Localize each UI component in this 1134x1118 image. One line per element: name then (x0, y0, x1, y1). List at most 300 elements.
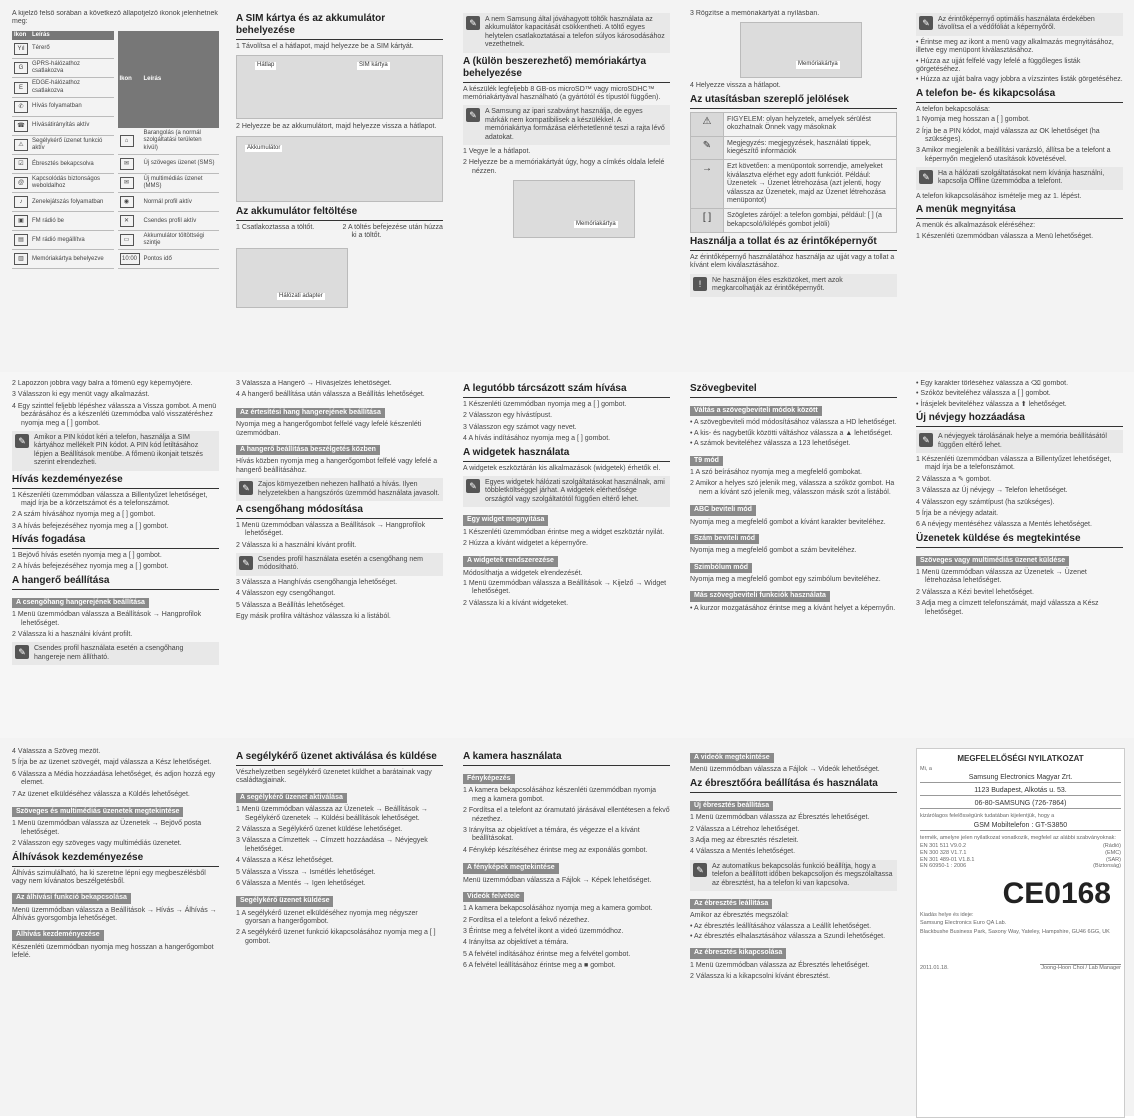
note-icon: ✎ (691, 136, 724, 160)
section-title: A segélykérő üzenet aktiválása és küldése (236, 751, 443, 766)
sub-title: Fényképezés (463, 774, 515, 784)
table-row (12, 250, 114, 269)
sub-title: A videók megtekintése (690, 753, 774, 763)
sub-title: Egy widget megnyitása (463, 515, 548, 525)
desc: Ezt követően: a menüpontok sorrendje, amelyeket kiválasztva elérhet egy adott funkciót. Például: Üzenetek → Üzenet létrehozása (azt jelenti, hogy válassza az Üzenetek, majd az Üzenet létrehozása menüpontot) (724, 160, 897, 209)
sub-title: ABC beviteli mód (690, 505, 756, 515)
desc: FIGYELEM: olyan helyzetek, amelyek sérülést okozhatnak Önnek vagy másoknak (724, 112, 897, 136)
step: 2 Válassza ki a kikapcsolni kívánt ébresztést. (690, 973, 831, 981)
note (463, 105, 670, 145)
table-row (12, 135, 114, 154)
step: 4 Fénykép készítéséhez érintse meg az exponálás gombot. (463, 846, 648, 854)
signature (1040, 940, 1121, 965)
step: 3 Válassza a Címzettek → Címzett hozzáadása → Névjegyek lehetőséget. (236, 837, 428, 853)
step: 6 A névjegy mentéséhez válassza a Mentés lehetőséget. (916, 521, 1092, 529)
paragraph: Hívás közben nyomja meg a hangerőgombot felfelé vagy lefelé a hangerő beállításához. (236, 458, 438, 474)
note-text: Az érintőképernyő optimális használata érdekében távolítsa el a védőfóliát a képernyőről. (938, 16, 1095, 32)
paragraph: kizárólagos felelősségünk tudatában kijelentjük, hogy a (920, 813, 1055, 820)
note-icon: ✎ (466, 479, 480, 493)
paragraph: Kiadás helye és ideje: (920, 911, 974, 918)
sub-title: A fényképek megtekintése (463, 863, 559, 873)
section-title: Az ébresztőóra beállítása és használata (690, 778, 897, 793)
desc: Ébresztés bekapcsolva (30, 155, 114, 174)
step: 3 Válasszon egy számot vagy nevet. (463, 423, 577, 431)
step: 1 Készenléti üzemmódban válassza a Billentyűzet lehetőséget, majd írja be a körzetszámot és a telefonszámot. (12, 491, 208, 507)
step: 2 Válassza a Segélykérő üzenet küldése lehetőséget. (236, 825, 403, 833)
step: 2 A szám hívásához nyomja meg a [ ] gombot. (12, 511, 156, 519)
step: 1 Menü üzemmódban válassza az Ébresztés lehetőséget. (690, 814, 870, 822)
step: 3 Válassza a Hangerő → Hívásjelzés lehetőséget. (236, 380, 392, 387)
back-cover-label: Hátlap (257, 62, 275, 69)
note-text: Az automatikus bekapcsolás funkció beállítja, hogy a telefon a beállított időben bekapcsoljon és megszólaltassa az ébresztést, ha a telefon ki van kapcsolva. (712, 862, 893, 887)
note-text: A Samsung az ipari szabványt használja, de egyes márkák nem kompatibilisek a készülékkel. A memóriakártya formázása elérhetetlenné teszi a rajta lévő adatokat. (485, 108, 665, 141)
desc: Új szöveges üzenet (SMS) (142, 154, 220, 173)
desc: Szögletes zárójel: a telefon gombjai, például: [ ] (a bekapcsoló/kilépés gombot jelöli) (724, 209, 897, 233)
card-insert-illustration (740, 22, 862, 78)
step: 1 Menü üzemmódban válassza az Üzenetek → Beállítások → Segélykérő üzenetek → Küldési beállítások lehetőséget. (236, 806, 428, 822)
desc: Megjegyzés: megjegyzések, használati tippek, kiegészítő információk (724, 136, 897, 160)
step: 2 Írja be a PIN kódot, majd válassza az OK lehetőséget (ha szükséges). (916, 127, 1100, 143)
memory-card-icon: ▥ (14, 253, 28, 265)
step: 2 Lapozzon jobbra vagy balra a főmenü egy képernyőjére. (12, 380, 193, 387)
desc: Barangolás (a normál szolgáltatási területen kívül) (142, 128, 220, 154)
step: 4 Válasszon egy számtípust (ha szükséges). (916, 498, 1055, 506)
panel-contacts-messages (916, 380, 1123, 732)
desc: GPRS-hálózathoz csatlakozva (30, 58, 114, 77)
section-title: Hívás kezdeményezése (12, 474, 219, 489)
step: 5 Írja be az üzenet szövegét, majd válassza a Kész lehetőséget. (12, 759, 212, 767)
sub-title: Az ébresztés kikapcsolása (690, 948, 786, 958)
table-row (118, 250, 220, 269)
icon-table-left (12, 31, 114, 270)
mms-icon: ✉ (120, 177, 134, 189)
note-icon: ✎ (693, 863, 707, 877)
secure-web-icon: @ (14, 177, 28, 189)
step: 1 Menü üzemmódban válassza az Üzenetek → Bejövő posta lehetőséget. (12, 820, 202, 836)
adapter-label: Hálózati adapter (279, 292, 323, 299)
call-icon: ✆ (14, 101, 28, 113)
step: 4 Válassza a Mentés lehetőséget. (690, 848, 796, 856)
note (236, 553, 443, 576)
step: 4 Egy szinttel feljebb lépéshez válassza a Vissza gombot. A menü bezárásához és a készenléti üzemmódba való visszatéréshez nyomja meg a [ ] gombot. (12, 402, 217, 427)
step: 3 Irányítsa az objektívet a témára, és végezze el a kívánt beállításokat. (463, 826, 640, 843)
sub-title: Szöveges vagy multimédiás üzenet küldése (916, 556, 1069, 566)
signer: Joong-Hoon Choi / Lab Manager (1041, 964, 1121, 971)
section-title: Szövegbevitel (690, 383, 897, 398)
table-row (691, 160, 897, 209)
desc: Normál profil aktív (142, 193, 220, 212)
bracket-icon: [ ] (691, 209, 724, 233)
panel-calls (12, 380, 219, 732)
section-title: A hangerő beállítása (12, 575, 219, 590)
section-title: Új névjegy hozzáadása (916, 412, 1123, 427)
radio-paused-icon: ▤ (14, 234, 28, 246)
bullet: • Érintse meg az ikont a menü vagy alkalmazás megnyitásához, illetve egy menüpont kiválasztásához. (916, 38, 1114, 55)
section-title: Az akkumulátor feltöltése (236, 206, 443, 221)
standard: EN 301 511 V9.0.2 (920, 843, 967, 850)
table-row (691, 112, 897, 136)
col-icon: Ikon (118, 31, 142, 128)
standard-type: (SAR) (1106, 856, 1121, 863)
section-title: A kamera használata (463, 751, 670, 766)
col-icon: Ikon (12, 31, 30, 40)
step: 4 Helyezze vissza a hátlapot. (690, 82, 781, 90)
paragraph: Nyomja meg a hangerőgombot felfelé vagy lefelé készenléti üzemmódban. (236, 421, 422, 437)
address-line: 1123 Budapest, Alkotás u. 53. (920, 787, 1121, 796)
standard-row (920, 850, 1121, 857)
sub-title: A segélykérő üzenet aktiválása (236, 793, 347, 803)
table-row (118, 212, 220, 231)
standard-row (920, 843, 1121, 850)
music-icon: ♪ (14, 196, 28, 208)
desc: Pontos idő (142, 250, 220, 269)
table-row (118, 173, 220, 192)
step: 6 Válassza a Mentés → Igen lehetőséget. (236, 879, 366, 887)
signature-row (920, 965, 1121, 972)
bullet: • A kis- és nagybetűk közötti váltáshoz válassza a ▲ lehetőséget. (690, 429, 893, 437)
sub-title: Álhívás kezdeményezése (12, 930, 104, 940)
step: 2 A segélykérő üzenet funkció kikapcsolásához nyomja meg a [ ] gombot. (236, 929, 436, 945)
paragraph: Nyomja meg a megfelelő gombot egy szimbólum beviteléhez. (690, 576, 881, 584)
section-title: Álhívások kezdeményezése (12, 852, 219, 867)
panel-sim-battery (236, 10, 443, 365)
bullet: • Az ébresztés elhalasztásához válassza a Szundi lehetőséget. (690, 933, 886, 941)
table-row (12, 174, 114, 193)
sub-title: T9 mód (690, 456, 723, 466)
warning-icon: ! (693, 277, 707, 291)
step: 3 Adja meg az ébresztés részleteit. (690, 836, 799, 844)
step: 1 Menü üzemmódban válassza az Üzenetek → Üzenet létrehozása lehetőséget. (916, 569, 1087, 585)
sub-title: Szöveges és multimédiás üzenetek megtekintése (12, 807, 183, 817)
battery-icon: ▭ (120, 234, 134, 246)
step: 3 Válassza az Új névjegy → Telefon lehetőséget. (916, 487, 1068, 495)
section-title: Használja a tollat és az érintőképernyőt (690, 236, 897, 251)
table-row (12, 193, 114, 212)
note-icon: ✎ (919, 170, 933, 184)
table-row (12, 97, 114, 116)
step: 1 Nyomja meg hosszan a [ ] gombot. (916, 116, 1030, 124)
paragraph: Módosíthatja a widgetek elrendezését. (463, 569, 583, 577)
step: 5 Válassza a Beállítás lehetőséget. (236, 601, 345, 609)
normal-profile-icon: ◉ (120, 196, 134, 208)
product-line: GSM Mobiltelefon : GT-S3850 (920, 822, 1121, 831)
panel-status-icons (12, 10, 219, 365)
table-row (12, 212, 114, 231)
step: 1 Menü üzemmódban válassza az Ébresztés lehetőséget. (690, 961, 870, 969)
panel-fake-calls (12, 748, 219, 1110)
table-row (12, 40, 114, 59)
charger-illustration (236, 248, 348, 308)
note-icon: ✎ (466, 108, 480, 122)
desc: Memóriakártya behelyezve (30, 250, 114, 269)
note (916, 430, 1123, 453)
section-title: A telefon be- és kikapcsolása (916, 88, 1123, 103)
step: 2 Válasszon egy szöveges vagy multimédiás üzenetet. (12, 840, 182, 848)
bullet: • Az ébresztés leállításához válassza a Leállít lehetőséget. (690, 922, 872, 930)
standard-row (920, 857, 1121, 864)
paragraph: A készülék legfeljebb 8 GB-os microSD™ vagy microSDHC™ memóriakártyával használható (a gyártótól és típustól függően). (463, 85, 661, 101)
note (12, 431, 219, 471)
bullet: • Húzza az ujját balra vagy jobbra a vízszintes listák görgetéséhez. (916, 76, 1123, 84)
step: 1 A szó beírásához nyomja meg a megfelelő gombokat. (690, 468, 862, 476)
table-row (118, 128, 220, 154)
table-row (118, 193, 220, 212)
standard-type: (EMC) (1105, 849, 1121, 856)
sms-icon: ✉ (120, 158, 134, 170)
desc: Hívás folyamatban (30, 97, 114, 116)
step: 5 A felvétel indításához érintse meg a felvétel gombot. (463, 950, 631, 958)
date: 2011.01.18. (920, 964, 949, 971)
sub-title: A hangerő beállítása beszélgetés közben (236, 445, 380, 455)
bullet: • A kurzor mozgatásához érintse meg a kívánt helyet a képernyőn. (690, 604, 896, 612)
desc: EDGE-hálózathoz csatlakozva (30, 78, 114, 97)
battery-label: Akkumulátor (247, 144, 281, 151)
paragraph: A widgetek eszköztárán kis alkalmazások (widgetek) érhetők el. (463, 464, 661, 472)
panel-symbols (690, 10, 897, 365)
desc: Akkumulátor töltöttségi szintje (142, 231, 220, 250)
paragraph: Nyomja meg a megfelelő gombot a szám beviteléhez. (690, 547, 857, 555)
step: 2 Amikor a helyes szó jelenik meg, válassza a szóköz gombot. Ha nem a kívánt szó jelenik meg, válasszon másik szót a listából. (690, 480, 895, 496)
step: 2 Válassza ki a használni kívánt profilt. (236, 541, 357, 549)
note-text: Amikor a PIN kódot kéri a telefon, használja a SIM kártyához mellékelt PIN kódot. A PIN kód letiltásához lépjen a Beállítások menübe. A főmenü ikonjait tetszés szerint elrendezheti. (34, 433, 203, 467)
paragraph: Az érintőképernyő használatához használja az ujját vagy a tollat a kívánt elem kiválasztásához. (690, 254, 895, 270)
table-row (12, 116, 114, 135)
step: 1 Vegye le a hátlapot. (463, 147, 531, 155)
bullet: • Írásjelek beviteléhez válassza a ⬆ lehetőséget. (916, 400, 1067, 408)
step: 1 A segélykérő üzenet elküldéséhez nyomja meg négyszer gyorsan a hangerőgombot. (236, 909, 418, 926)
clock-icon: 10:00 (120, 253, 140, 265)
note-text: Csendes profil használata esetén a csengőhang hangereje nem állítható. (34, 645, 184, 661)
note-icon: ✎ (466, 16, 480, 30)
alarm-icon: ☑ (14, 158, 28, 170)
note (916, 13, 1123, 36)
step: 1 Készenléti üzemmódban válassza a Billentyűzet lehetőséget, majd írja be a telefonszámot. (916, 455, 1112, 472)
step: 2 A töltés befejezése után húzza ki a töltőt. (342, 223, 443, 240)
step: 2 Válassza a Létrehoz lehetőséget. (690, 825, 800, 833)
section-title: Üzenetek küldése és megtekintése (916, 533, 1123, 548)
sub-title: Új ébresztés beállítása (690, 801, 773, 811)
desc: Hívásátirányítás aktív (30, 116, 114, 135)
sub-title: A csengőhang hangerejének beállítása (12, 598, 149, 608)
paragraph: Amikor az ébresztés megszólal: (690, 912, 789, 920)
phone-line: 06-80-SAMSUNG (726-7864) (920, 800, 1121, 809)
note-text: A nem Samsung által jóváhagyott töltők használata az akkumulátor kapacitását csökkentheti. A töltő egyes helytelen csatlakoztatásai a telefon súlyos károsodásához vezethetnek. (485, 16, 665, 49)
note (690, 274, 897, 297)
step: 5 Válassza a Vissza → Ismétlés lehetőséget. (236, 868, 376, 876)
panel-sos (236, 748, 443, 1110)
step: 2 Helyezze be az akkumulátort, majd helyezze vissza a hátlapot. (236, 123, 437, 131)
section-title: A widgetek használata (463, 447, 670, 462)
note-text: Zajos környezetben nehezen hallható a hívás. Ilyen helyzetekben a hangszórós üzemmód használata javasolt. (258, 481, 440, 497)
step: 1 Készenléti üzemmódban nyomja meg a [ ] gombot. (463, 401, 627, 408)
sub-title: Szám beviteli mód (690, 534, 759, 544)
note (690, 860, 897, 891)
note-icon: ✎ (919, 433, 933, 447)
company-line: Samsung Electronics Magyar Zrt. (920, 774, 1121, 783)
standard: EN 60950-1 : 2006 (920, 863, 967, 870)
paragraph: Vészhelyzetben segélykérő üzenetet küldhet a barátainak vagy családtagjainak. (236, 769, 432, 785)
section-title: A legutóbb tárcsázott szám hívása (463, 383, 670, 398)
paragraph: A telefon bekapcsolása: (916, 105, 990, 113)
step: 4 Válasszon egy csengőhangot. (236, 590, 336, 598)
sub-title: Az értesítési hang hangerejének beállítása (236, 408, 385, 418)
table-row (691, 136, 897, 160)
step: 3 Érintse meg a felvétel ikont a videó üzemmódhoz. (463, 928, 624, 936)
forward-icon: ☎ (14, 120, 28, 132)
note (463, 476, 670, 507)
sos-icon: ⚠ (14, 139, 28, 151)
panel-widgets (463, 380, 670, 732)
sub-title: Segélykérő üzenet küldése (236, 896, 333, 906)
sub-title: A widgetek rendszerezése (463, 556, 558, 566)
section-title: A menük megnyitása (916, 204, 1123, 219)
edge-icon: E (14, 82, 28, 94)
paragraph: termék, amelyre jelen nyilatkozat vonatkozik, megfelel az alábbi szabványoknak: (920, 834, 1116, 841)
step: 6 Válassza a Média hozzáadása lehetőséget, és adjon hozzá egy elemet. (12, 770, 216, 787)
paragraph: Egy másik profilra váltáshoz válassza ki a listából. (236, 613, 391, 621)
panel-declaration (916, 748, 1125, 1118)
step: 1 A kamera bekapcsolásához nyomja meg a kamera gombot. (463, 905, 653, 913)
step: 2 Húzza a kívánt widgetet a képernyőre. (463, 539, 588, 547)
sub-title: Videók felvétele (463, 892, 524, 902)
note-icon: ✎ (239, 481, 253, 495)
bullet: • Szóköz beviteléhez válassza a [ ] gombot. (916, 390, 1051, 398)
step: 1 A kamera bekapcsolásához készenléti üzemmódban nyomja meg a kamera gombot. (463, 787, 656, 803)
step: 3 Válasszon ki egy menüt vagy alkalmazást. (12, 391, 150, 399)
sub-title: Más szövegbeviteli funkciók használata (690, 591, 830, 601)
paragraph: Álhívás szimulálható, ha ki szeretne lépni egy megbeszélésből vagy nem kívánatos beszélgetésből. (12, 869, 206, 885)
note-text: Csendes profil használata esetén a csengőhang nem módosítható. (258, 556, 423, 572)
col-desc: Leírás (142, 31, 220, 128)
note-icon: ✎ (239, 556, 253, 570)
step: 1 Készenléti üzemmódban válassza a Menü lehetőséget. (916, 232, 1094, 240)
silent-profile-icon: ✕ (120, 215, 134, 227)
step: 2 Helyezze be a memóriakártyát úgy, hogy a címkés oldala lefelé nézzen. (463, 159, 665, 175)
step: 2 A hívás befejezéséhez nyomja meg a [ ] gombot. (12, 563, 169, 571)
note-text: A névjegyek tárolásának helye a memória beállításától függően eltérő lehet. (938, 433, 1107, 449)
step: 2 Fordítsa el a telefont a fekvő nézethez. (463, 916, 590, 924)
panel-alarm (690, 748, 897, 1110)
desc: Térerő (30, 40, 114, 59)
step: 2 Válassza ki a kívánt widgeteket. (463, 599, 569, 607)
card-illustration (513, 180, 635, 238)
panel-text-input (690, 380, 897, 732)
step: 2 Válasszon egy hívástípust. (463, 412, 553, 420)
paragraph: Menü üzemmódban válassza a Fájlok → Képek lehetőséget. (463, 876, 652, 884)
ce-mark: CE0168 (1002, 876, 1111, 910)
step: 1 Menü üzemmódban válassza a Beállítások → Kijelző → Widget lehetőséget. (463, 580, 667, 596)
paragraph: Készenléti üzemmódban nyomja meg hosszan a hangerőgombot lefelé. (12, 943, 214, 960)
note (236, 478, 443, 501)
step: 3 Adja meg a címzett telefonszámát, majd válassza a Kész lehetőséget. (916, 600, 1099, 616)
sim-card-label: SIM kártya (359, 62, 388, 69)
paragraph: Nyomja meg a megfelelő gombot a kívánt karakter beviteléhez. (690, 518, 886, 526)
step: 1 Távolítsa el a hátlapot, majd helyezze be a SIM kártyát. (236, 43, 414, 50)
step: 2 Válassza ki a használni kívánt profilt. (12, 631, 133, 639)
standard-type: (Rádió) (1102, 843, 1121, 850)
sub-title: Szimbólum mód (690, 563, 752, 573)
panel-volume-ringtone (236, 380, 443, 732)
section-title: A (külön beszerezhető) memóriakártya behelyezése (463, 56, 670, 83)
step: 4 A hívás indításához nyomja meg a [ ] gombot. (463, 435, 611, 443)
arrow-right-icon: → (691, 160, 724, 209)
declaration-title: MEGFELELŐSÉGI NYILATKOZAT (957, 754, 1084, 763)
step: 7 Az üzenet elküldéséhez válassza a Küldés lehetőséget. (12, 790, 190, 798)
note-icon: ✎ (15, 434, 29, 448)
note-text: Ha a hálózati szolgáltatásokat nem kívánja használni, kapcsolja Offline üzemmódba a telefont. (938, 170, 1105, 186)
note-text: Ne használjon éles eszközöket, mert azok megkarcolhatják az érintőképernyőt. (712, 276, 843, 293)
step: 1 Menü üzemmódban válassza a Beállítások → Hangprofilok lehetőséget. (12, 611, 202, 627)
bullet: • A szövegbeviteli mód módosításához válassza a HD lehetőséget. (690, 419, 897, 427)
battery-illustration (236, 136, 443, 202)
section-title: A SIM kártya és az akkumulátor behelyezése (236, 13, 443, 40)
gprs-icon: G (14, 62, 28, 74)
step: 6 A felvétel leállításához érintse meg a ■ gombot. (463, 962, 616, 970)
standard: EN 301 489-01 V1.8.1 (920, 856, 975, 863)
step: 5 Írja be a névjegy adatait. (916, 509, 999, 517)
paragraph: Mi, a (920, 765, 932, 772)
note (12, 642, 219, 665)
standard-type: (Biztonság) (1093, 863, 1121, 870)
symbols-table (690, 112, 897, 233)
table-row (691, 209, 897, 233)
warning-icon: ⚠ (691, 112, 724, 136)
paragraph: A telefon kikapcsolásához ismételje meg az 1. lépést. (916, 192, 1082, 200)
step: 2 Fordítsa el a telefont az óramutató járásával ellentétesen a fekvő nézethez. (463, 807, 670, 823)
step: 4 Válassza a Szöveg mezőt. (12, 748, 101, 755)
table-row (12, 155, 114, 174)
standard-row (920, 863, 1121, 870)
section-title: Hívás fogadása (12, 534, 219, 549)
step: 1 Menü üzemmódban válassza a Beállítások → Hangprofilok lehetőséget. (236, 521, 426, 538)
table-row (12, 78, 114, 97)
note (463, 13, 670, 53)
bullet: • Egy karakter törléséhez válassza a ⌫ gombot. (916, 380, 1069, 387)
table-row (118, 231, 220, 250)
step: 2 Válassza a ✎ gombot. (916, 475, 992, 483)
intro-text: A kijelző felső sorában a következő állapotjelző ikonok jelenhetnek meg: (12, 10, 218, 26)
step: 1 Csatlakoztassa a töltőt. (236, 223, 315, 231)
paragraph: Blackbushe Business Park, Saxony Way, Yateley, Hampshire, GU46 6GG, UK (920, 928, 1110, 935)
col-desc: Leírás (30, 31, 114, 40)
step: 3 Amikor megjelenik a beállítási varázsló, állítsa be a telefont a képernyőn megjelenő utasítások követésével. (916, 147, 1111, 163)
desc: Új multimédiás üzenet (MMS) (142, 173, 220, 192)
note-text: Egyes widgetek hálózati szolgáltatásokat használnak, ami többletköltséggel járhat. A widgetek elérhetősége országtól vagy szolgáltatótól függően eltérő lehet. (485, 478, 665, 503)
table-row (12, 58, 114, 77)
desc: Kapcsolódás biztonságos weboldalhoz (30, 174, 114, 193)
desc: Zenelejátszás folyamatban (30, 193, 114, 212)
panel-power (916, 10, 1123, 365)
sim-illustration (236, 55, 443, 119)
step: 4 Válassza a Kész lehetőséget. (236, 857, 334, 865)
step: 3 A hívás befejezéséhez nyomja meg a [ ] gombot. (12, 522, 169, 530)
paragraph: A menük és alkalmazások eléréséhez: (916, 222, 1036, 230)
note-icon: ✎ (919, 16, 933, 30)
sub-title: Az álhívási funkció bekapcsolása (12, 893, 131, 903)
card-label: Memóriakártya (576, 221, 616, 228)
desc: Csendes profil aktív (142, 212, 220, 231)
step: 1 Készenléti üzemmódban érintse meg a widget eszköztár nyilát. (463, 528, 665, 536)
bullet: • A számok beviteléhez válassza a 123 lehetőséget. (690, 440, 851, 448)
step: 3 Válassza a Hanghívás csengőhangja lehetőséget. (236, 578, 398, 586)
card-label: Memóriakártya (798, 61, 838, 68)
radio-on-icon: ▣ (14, 215, 28, 227)
sub-title: Az ébresztés leállítása (690, 899, 772, 909)
desc: FM rádió be (30, 212, 114, 231)
desc: FM rádió megállítva (30, 231, 114, 250)
table-row (12, 231, 114, 250)
step: 4 A hangerő beállítása után válassza a Beállítás lehetőséget. (236, 391, 425, 399)
